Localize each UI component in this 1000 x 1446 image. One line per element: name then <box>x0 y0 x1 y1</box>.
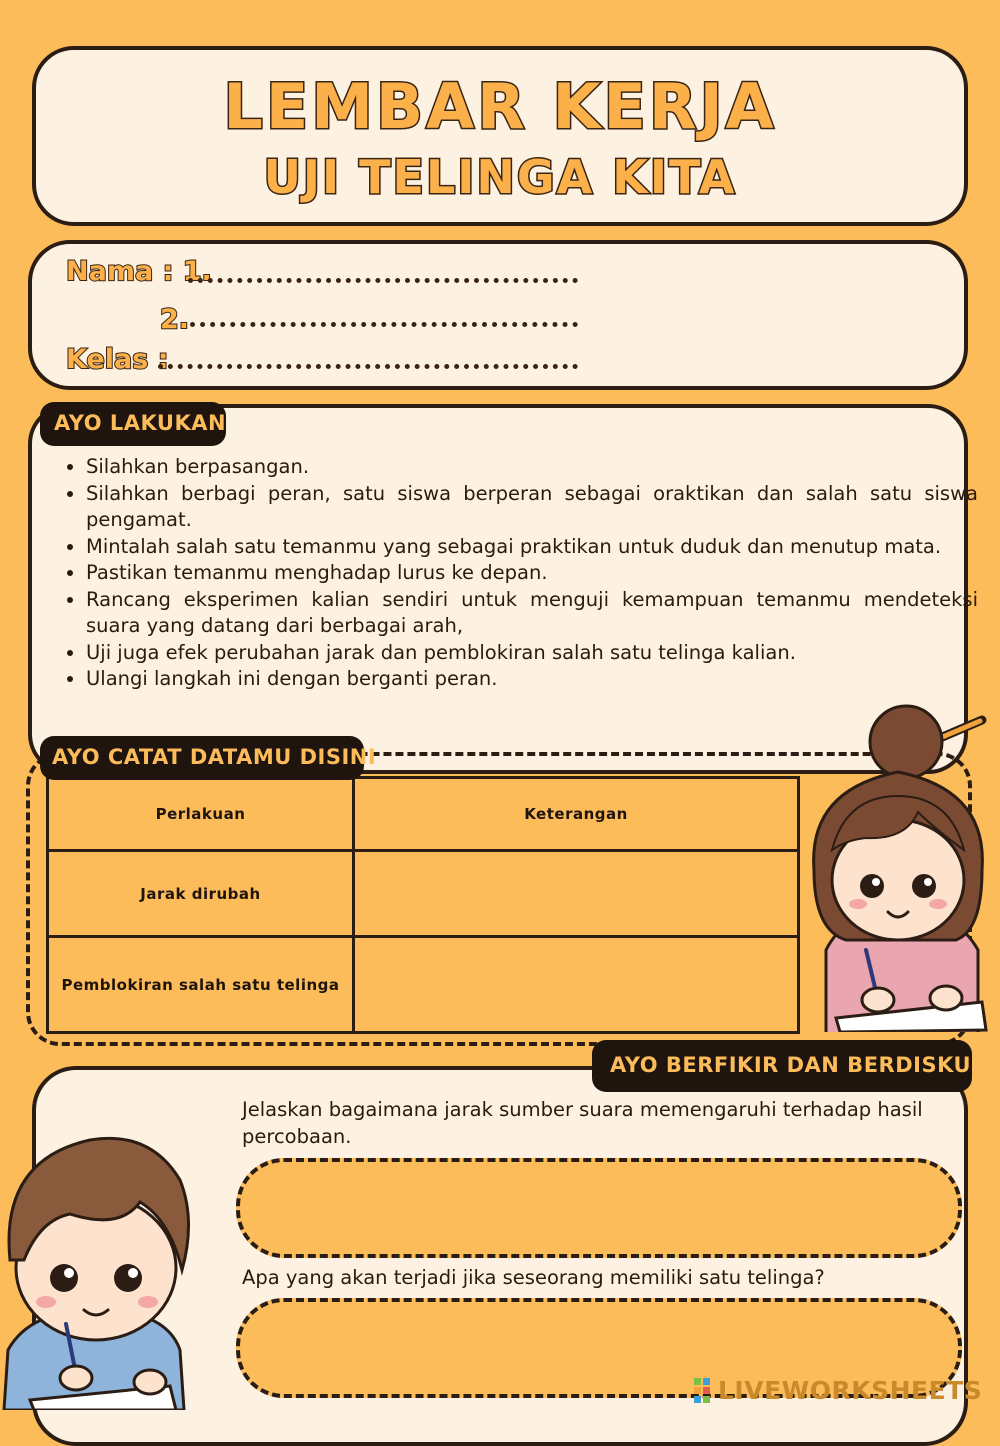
title-panel <box>32 46 968 226</box>
header-perlakuan: Perlakuan <box>48 778 354 851</box>
table-header-row <box>48 778 799 851</box>
name-second-label: 2. <box>160 304 190 335</box>
name-label: Nama : 1. <box>66 256 212 287</box>
class-label: Kelas : <box>66 344 169 375</box>
step-item: • Mintalah salah satu temanmu yang sebagai praktikan untuk duduk dan menutup mata. <box>86 534 978 561</box>
row-treatment-cell: Jarak dirubah <box>48 851 354 937</box>
worksheet-subtitle: UJI TELINGA KITA <box>263 150 737 204</box>
step-item: • Ulangi langkah ini dengan berganti peran. <box>86 666 978 693</box>
girl-writing-illustration <box>806 700 992 1032</box>
row-notes-cell[interactable] <box>354 851 799 937</box>
name-1-line[interactable] <box>188 278 578 283</box>
boy-writing-illustration <box>0 1110 196 1410</box>
step-item: • Rancang eksperimen kalian sendiri untuk menguji kemampuan temanmu mendeteksi suara yang datang dari berbagai arah, <box>86 587 978 640</box>
question-1: Jelaskan bagaimana jarak sumber suara memengaruhi terhadap hasil percobaan. <box>242 1098 923 1148</box>
table-row <box>48 851 799 937</box>
activity-steps <box>60 454 978 693</box>
ayo-berfikir-badge: AYO BERFIKIR DAN BERDISKUSI <box>592 1040 972 1092</box>
step-item: • Silahkan berpasangan. <box>86 454 978 481</box>
question-2: Apa yang akan terjadi jika seseorang memiliki satu telinga? <box>242 1266 825 1289</box>
worksheet-title: LEMBAR KERJA <box>223 70 777 143</box>
step-item: • Uji juga efek perubahan jarak dan pemblokiran salah satu telinga kalian. <box>86 640 978 667</box>
step-item: • Silahkan berbagi peran, satu siswa berperan sebagai oraktikan dan salah satu siswa pengamat. <box>86 481 978 534</box>
ayo-lakukan-badge: AYO LAKUKAN <box>40 402 226 446</box>
header-keterangan: Keterangan <box>354 778 799 851</box>
name-2-line[interactable] <box>190 322 578 327</box>
table-row <box>48 937 799 1033</box>
row-notes-cell[interactable] <box>354 937 799 1033</box>
liveworksheets-watermark <box>692 1376 982 1406</box>
liveworksheets-logo-icon <box>692 1376 714 1404</box>
class-line[interactable] <box>158 364 578 369</box>
answer-1-input[interactable] <box>236 1158 962 1258</box>
watermark-text: LIVEWORKSHEETS <box>718 1376 983 1405</box>
row-treatment-cell: Pemblokiran salah satu telinga <box>48 937 354 1033</box>
ayo-catat-badge: AYO CATAT DATAMU DISINI <box>40 736 364 780</box>
step-item: • Pastikan temanmu menghadap lurus ke depan. <box>86 560 978 587</box>
data-table <box>46 776 800 1034</box>
